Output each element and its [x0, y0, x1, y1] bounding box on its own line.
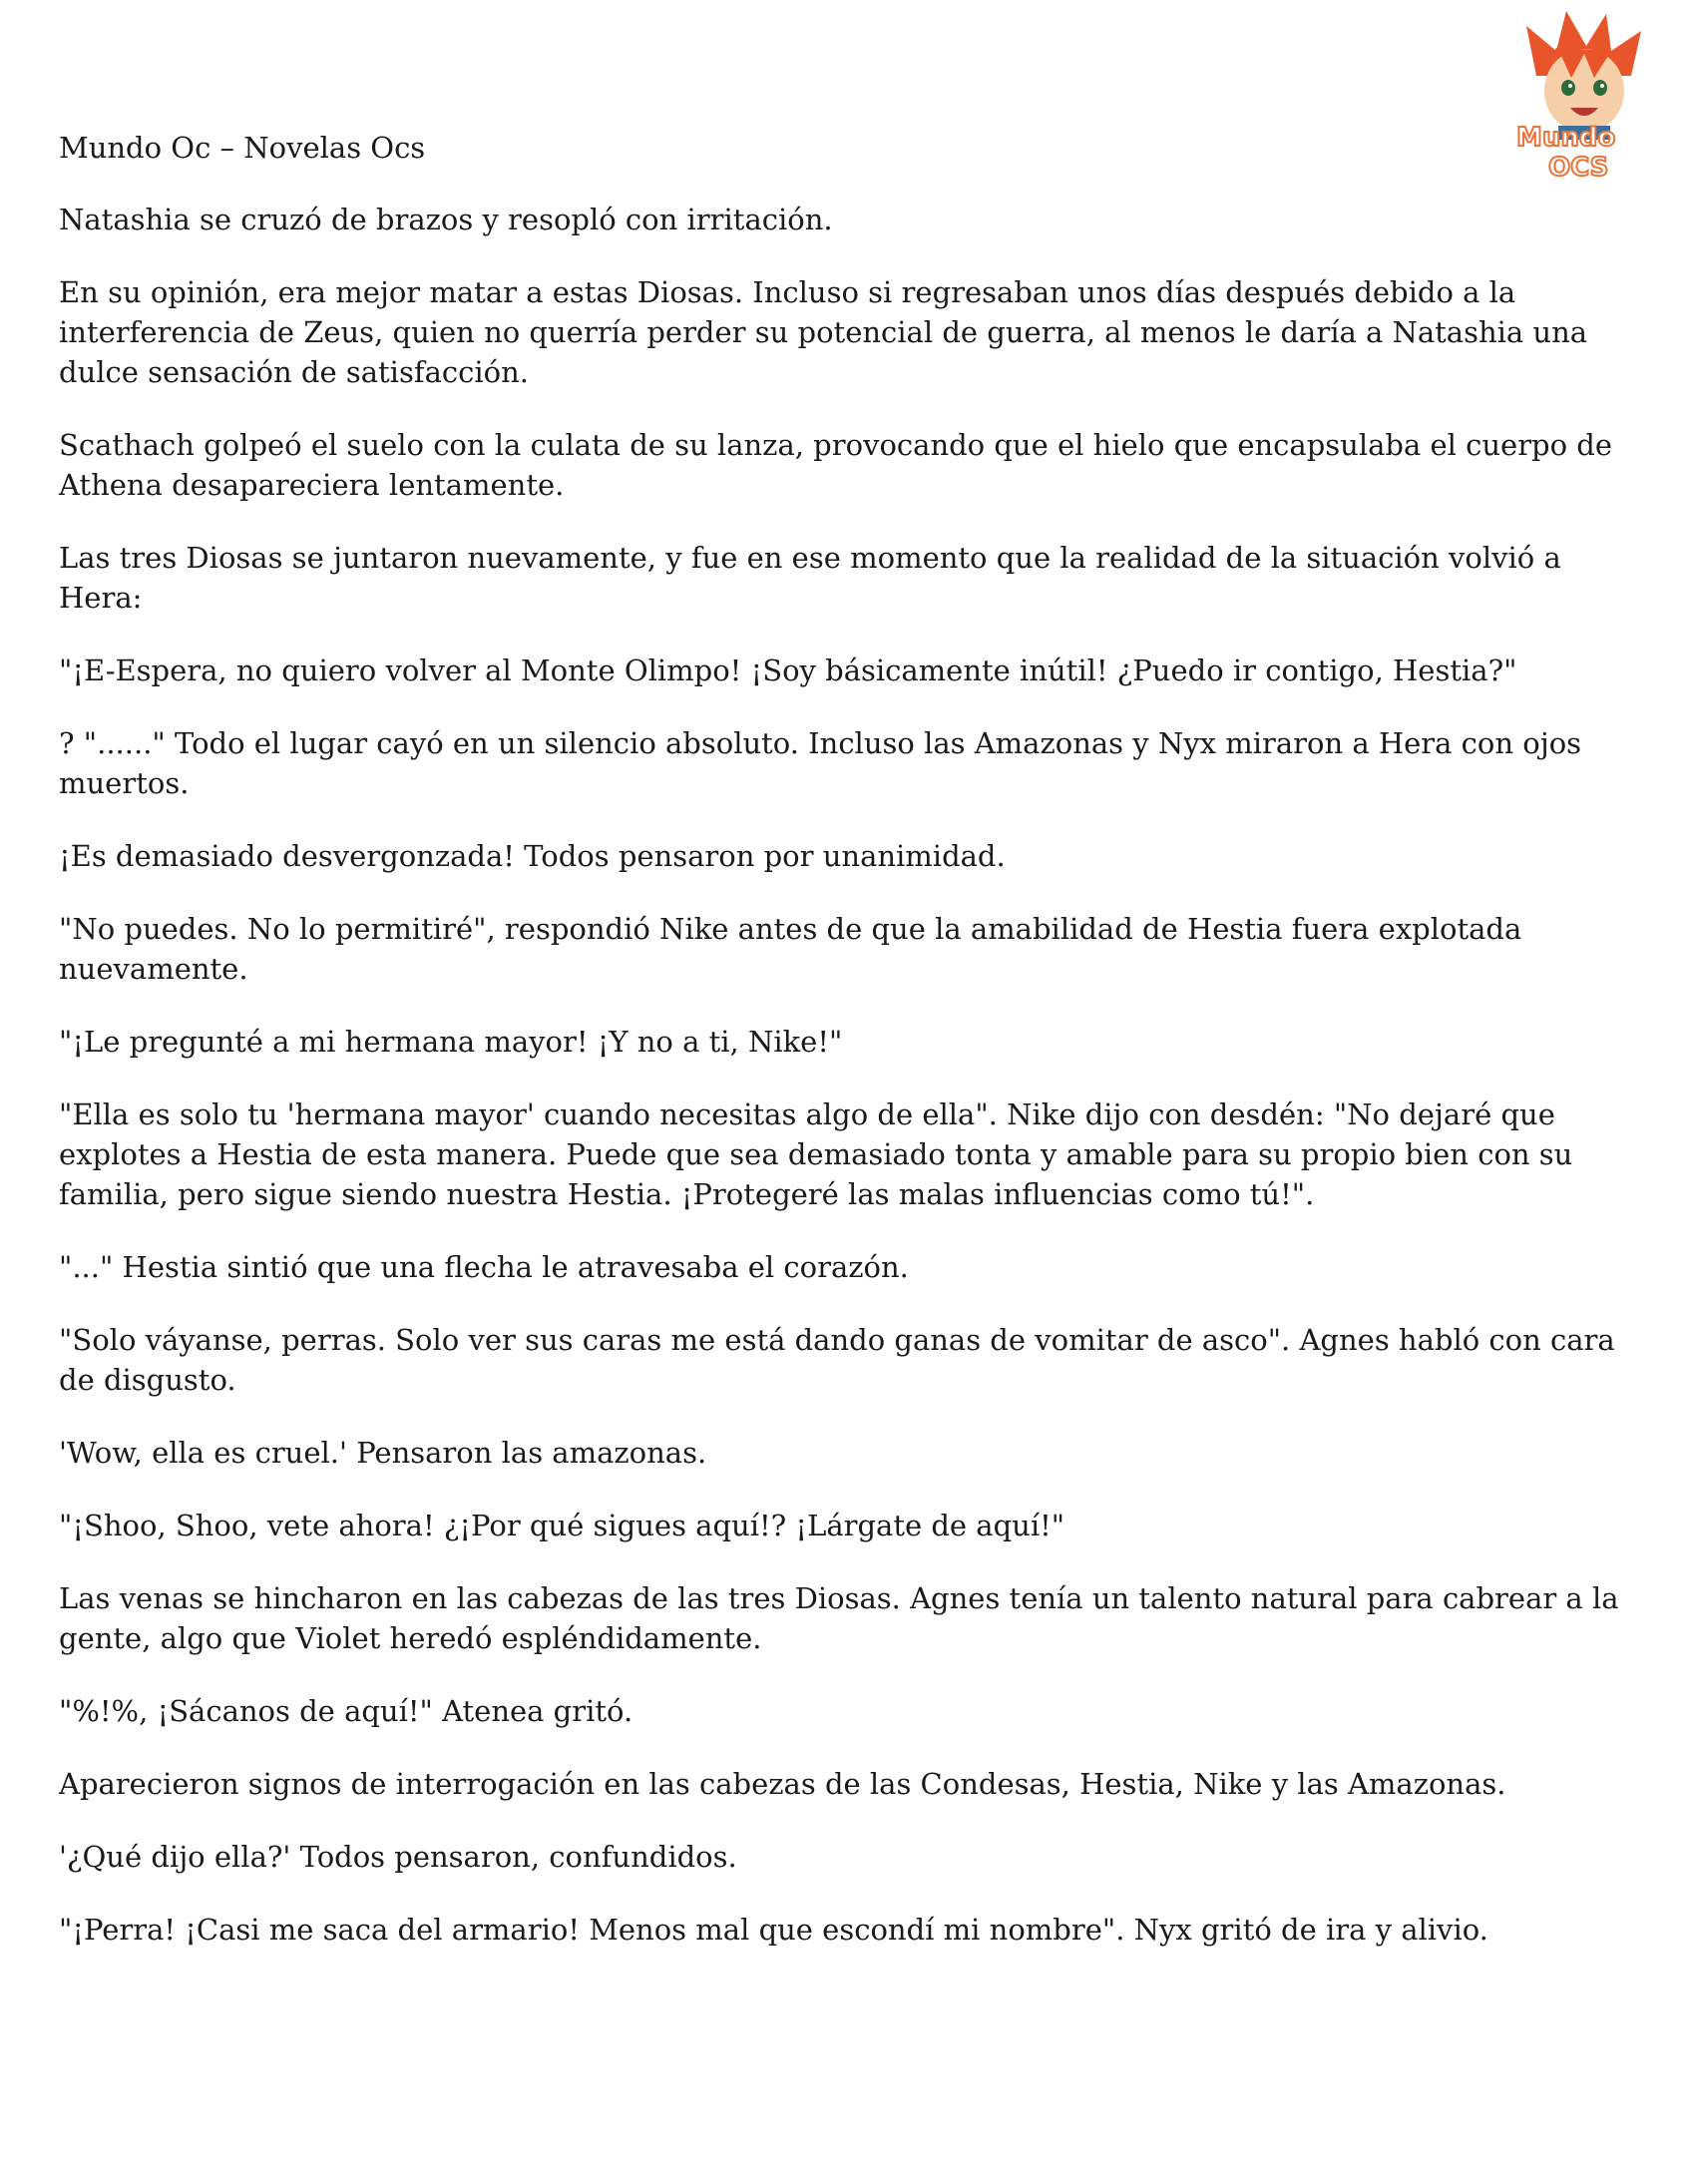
paragraph: "..." Hestia sintió que una flecha le atravesaba el corazón.	[59, 1250, 909, 1284]
paragraph: "Ella es solo tu 'hermana mayor' cuando necesitas algo de ella". Nike dijo con desdén: "No dejaré que explotes a Hestia de esta manera. Puede que sea demasiado tonta y amable para su propio bien con su familia, pero sigue siendo nuestra Hestia. ¡Protegeré las malas influencias como tú!".	[59, 1097, 1573, 1211]
paragraph: Las venas se hincharon en las cabezas de las tres Diosas. Agnes tenía un talento natural para cabrear a la gente, algo que Violet heredó espléndidamente.	[59, 1581, 1619, 1655]
paragraph: '¿Qué dijo ella?' Todos pensaron, confundidos.	[59, 1840, 737, 1874]
logo-text-line1: Mundo	[1516, 123, 1616, 153]
paragraph: "¡Perra! ¡Casi me saca del armario! Menos mal que escondí mi nombre". Nyx gritó de ira y alivio.	[59, 1913, 1488, 1947]
paragraph: ? "......" Todo el lugar cayó en un silencio absoluto. Incluso las Amazonas y Nyx miraron a Hera con ojos muertos.	[59, 726, 1582, 800]
paragraph: "¡E-Espera, no quiero volver al Monte Olimpo! ¡Soy básicamente inútil! ¿Puedo ir contigo, Hestia?"	[59, 654, 1517, 687]
page-title: Mundo Oc – Novelas Ocs	[59, 131, 426, 165]
logo-text-line2: OCS	[1548, 153, 1609, 183]
paragraph: Natashia se cruzó de brazos y resopló con irritación.	[59, 203, 833, 236]
paragraph: Aparecieron signos de interrogación en las cabezas de las Condesas, Hestia, Nike y las Amazonas.	[59, 1767, 1506, 1801]
paragraph: "No puedes. No lo permitiré", respondió Nike antes de que la amabilidad de Hestia fuera explotada nuevamente.	[59, 912, 1522, 986]
paragraph: "%!%, ¡Sácanos de aquí!" Atenea gritó.	[59, 1694, 633, 1728]
paragraph: Las tres Diosas se juntaron nuevamente, y fue en ese momento que la realidad de la situación volvió a Hera:	[59, 541, 1561, 615]
paragraph: "¡Le pregunté a mi hermana mayor! ¡Y no a ti, Nike!"	[59, 1025, 843, 1059]
paragraph: 'Wow, ella es cruel.' Pensaron las amazonas.	[59, 1436, 707, 1470]
paragraph: En su opinión, era mejor matar a estas Diosas. Incluso si regresaban unos días después debido a la interferencia de Zeus, quien no querría perder su potencial de guerra, al menos le daría a Natashia una dulce sensación de satisfacción.	[59, 275, 1588, 389]
paragraph: Scathach golpeó el suelo con la culata de su lanza, provocando que el hielo que encapsulaba el cuerpo de Athena desapareciera lentamente.	[59, 428, 1613, 502]
paragraph: "¡Shoo, Shoo, vete ahora! ¿¡Por qué sigues aquí!? ¡Lárgate de aquí!"	[59, 1509, 1065, 1542]
document-body	[59, 128, 1635, 1982]
paragraph: "Solo váyanse, perras. Solo ver sus caras me está dando ganas de vomitar de asco". Agnes habló con cara de disgusto.	[59, 1323, 1615, 1397]
paragraph: ¡Es demasiado desvergonzada! Todos pensaron por unanimidad.	[59, 839, 1006, 873]
